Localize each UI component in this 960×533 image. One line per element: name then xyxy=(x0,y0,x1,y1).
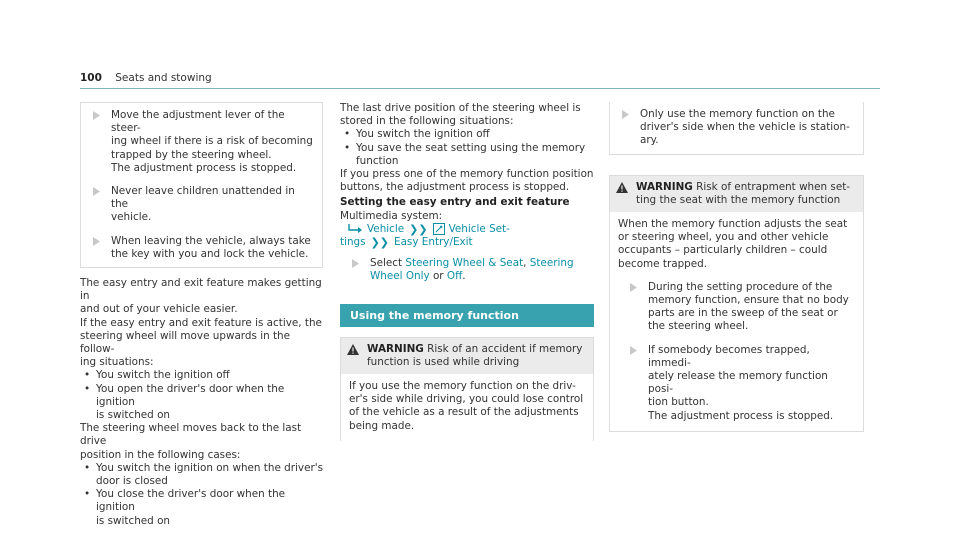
text-line: steering wheel will move upwards in the follow- xyxy=(80,329,291,356)
text-line: The last drive position of the steering wheel is xyxy=(340,102,581,114)
warning-title-line xyxy=(636,181,850,194)
nav-vehicle-link[interactable]: Vehicle xyxy=(367,222,405,235)
warning-triangle-icon xyxy=(616,181,636,207)
text-line: You switch the ignition on when the driver's xyxy=(96,461,324,474)
list-item xyxy=(80,369,323,382)
chapter-title: Seats and stowing xyxy=(115,72,212,84)
page-number: 100 xyxy=(80,72,102,84)
tip-line: When leaving the vehicle, always take xyxy=(111,234,311,247)
text-line: of the vehicle as a result of the adjustments xyxy=(349,406,579,419)
warning-body xyxy=(341,374,593,441)
text-line: door is closed xyxy=(96,475,168,488)
option-off[interactable]: Off xyxy=(446,270,463,283)
bullet-list xyxy=(340,128,594,168)
option-steering-only-continued[interactable]: Wheel Only xyxy=(370,270,430,283)
text-fragment: Risk of entrapment when set- xyxy=(696,180,851,193)
list-item xyxy=(80,462,323,488)
paragraph xyxy=(340,102,594,128)
text-line: ing situations: xyxy=(80,356,154,369)
tip-line: the key with you and lock the vehicle. xyxy=(111,247,309,260)
double-chevron-icon: ❯❯ xyxy=(409,222,428,236)
text-line: You open the driver's door when the ignition xyxy=(96,382,285,408)
tip-line: Move the adjustment lever of the steer- xyxy=(111,109,285,135)
text-line: You close the driver's door when the ignition xyxy=(96,488,286,514)
warning-label: WARNING xyxy=(367,342,424,355)
nav-path xyxy=(340,223,594,236)
play-triangle-icon xyxy=(618,344,648,423)
nav-vehicle-settings-link[interactable]: Vehicle Set- xyxy=(448,222,510,235)
text-line: The steering wheel moves back to the last drive xyxy=(80,422,302,448)
tip-line: If somebody becomes trapped, immedi- xyxy=(648,343,810,369)
text-line: being made. xyxy=(349,419,415,432)
double-chevron-icon: ❯❯ xyxy=(370,236,389,250)
warning-header xyxy=(341,338,593,374)
tip-line: Only use the memory function on the xyxy=(640,108,835,120)
warning-header xyxy=(610,176,863,212)
header-rule xyxy=(80,88,880,89)
text-line: is switched on xyxy=(96,409,171,422)
nav-easy-entry-link[interactable]: Easy Entry/Exit xyxy=(394,236,473,249)
bullet-list xyxy=(80,369,323,422)
vehicle-settings-icon xyxy=(433,223,445,235)
text-line: position in the following cases: xyxy=(80,448,241,461)
play-triangle-icon xyxy=(81,235,111,261)
play-triangle-icon xyxy=(610,108,640,148)
tip-line: memory function, ensure that no body xyxy=(648,294,849,307)
text-line: If you use the memory function on the driv- xyxy=(349,380,576,393)
column-right xyxy=(609,102,864,432)
text-line: buttons, the adjustment process is stopped. xyxy=(340,181,570,194)
tip-item xyxy=(618,344,855,423)
text-line: If you press one of the memory function position xyxy=(340,168,594,181)
tip-line: During the setting procedure of the xyxy=(648,280,833,293)
paragraph xyxy=(340,168,594,194)
text-line: function xyxy=(356,154,399,167)
tip-line: ately release the memory function posi- xyxy=(648,370,828,396)
text-fragment: or xyxy=(432,270,444,283)
system-label: Multimedia system: xyxy=(340,209,443,222)
tip-line: ing wheel if there is a risk of becoming xyxy=(111,135,313,148)
list-item xyxy=(80,383,323,423)
tip-line: the steering wheel. xyxy=(648,320,749,333)
column-middle xyxy=(340,102,594,441)
tip-item xyxy=(81,235,314,261)
procedure-heading: Setting the easy entry and exit feature xyxy=(340,196,570,209)
warning-box xyxy=(609,175,864,432)
text-line: occupants – particularly children – could xyxy=(618,244,828,257)
warning-title-line: function is used while driving xyxy=(367,355,520,368)
warning-body xyxy=(610,212,863,431)
tip-box xyxy=(609,102,864,155)
tip-box xyxy=(80,102,323,268)
text-line: If the easy entry and exit feature is active, the xyxy=(80,316,322,329)
text-line: stored in the following situations: xyxy=(340,115,514,128)
play-triangle-icon xyxy=(340,257,370,283)
tip-line: ary. xyxy=(640,134,659,147)
tip-line: The adjustment process is stopped. xyxy=(648,409,834,422)
option-steering-only[interactable]: Steering xyxy=(529,257,574,270)
warning-title-line: ting the seat with the memory function xyxy=(636,193,841,206)
text-line: You switch the ignition off xyxy=(356,128,490,141)
warning-box xyxy=(340,337,594,441)
tip-line: The adjustment process is stopped. xyxy=(111,161,297,174)
text-line: er's side while driving, you could lose control xyxy=(349,393,584,406)
text-line: become trapped. xyxy=(618,257,708,270)
list-item xyxy=(340,128,594,141)
list-item xyxy=(80,488,323,528)
tip-line: parts are in the sweep of the seat or xyxy=(648,307,838,320)
list-item xyxy=(340,142,594,168)
warning-title-line xyxy=(367,343,582,356)
paragraph xyxy=(80,422,323,462)
intro-paragraph xyxy=(80,277,323,369)
select-line: Select Steering Wheel & Seat, Steering xyxy=(370,257,574,270)
page-header xyxy=(80,72,212,85)
play-triangle-icon xyxy=(81,185,111,225)
tip-line: driver's side when the vehicle is station- xyxy=(640,121,850,134)
text-line: is switched on xyxy=(96,514,171,527)
column-left xyxy=(80,102,323,528)
select-step xyxy=(340,257,594,283)
warning-triangle-icon xyxy=(347,343,367,369)
tip-item xyxy=(618,281,855,334)
tip-item xyxy=(81,109,314,175)
section-title: Using the memory function xyxy=(340,304,594,327)
warning-label: WARNING xyxy=(636,180,693,193)
text-line: You switch the ignition off xyxy=(96,369,230,382)
option-steering-seat[interactable]: Steering Wheel & Seat xyxy=(405,257,524,270)
nav-path-continued xyxy=(340,236,594,249)
text-line: When the memory function adjusts the seat xyxy=(618,218,848,231)
tip-item xyxy=(610,108,855,148)
tip-item xyxy=(81,185,314,225)
tip-line: tion button. xyxy=(648,396,709,409)
nav-vehicle-settings-link-continued[interactable]: tings xyxy=(340,236,366,249)
play-triangle-icon xyxy=(618,281,648,334)
tip-line: trapped by the steering wheel. xyxy=(111,148,272,161)
tip-line: vehicle. xyxy=(111,211,152,224)
bullet-list xyxy=(80,462,323,528)
text-fragment: Risk of an accident if memory xyxy=(427,342,583,355)
text-line: The easy entry and exit feature makes getting in xyxy=(80,277,322,303)
select-line: Wheel Only or Off. xyxy=(370,270,466,283)
text-fragment: Select xyxy=(370,257,403,270)
play-triangle-icon xyxy=(81,109,111,175)
text-line: You save the seat setting using the memory xyxy=(356,141,586,154)
enter-arrow-icon xyxy=(348,224,362,234)
text-line: and out of your vehicle easier. xyxy=(80,303,238,316)
tip-line: Never leave children unattended in the xyxy=(111,185,295,211)
text-line: or steering wheel, you and other vehicle xyxy=(618,231,829,244)
